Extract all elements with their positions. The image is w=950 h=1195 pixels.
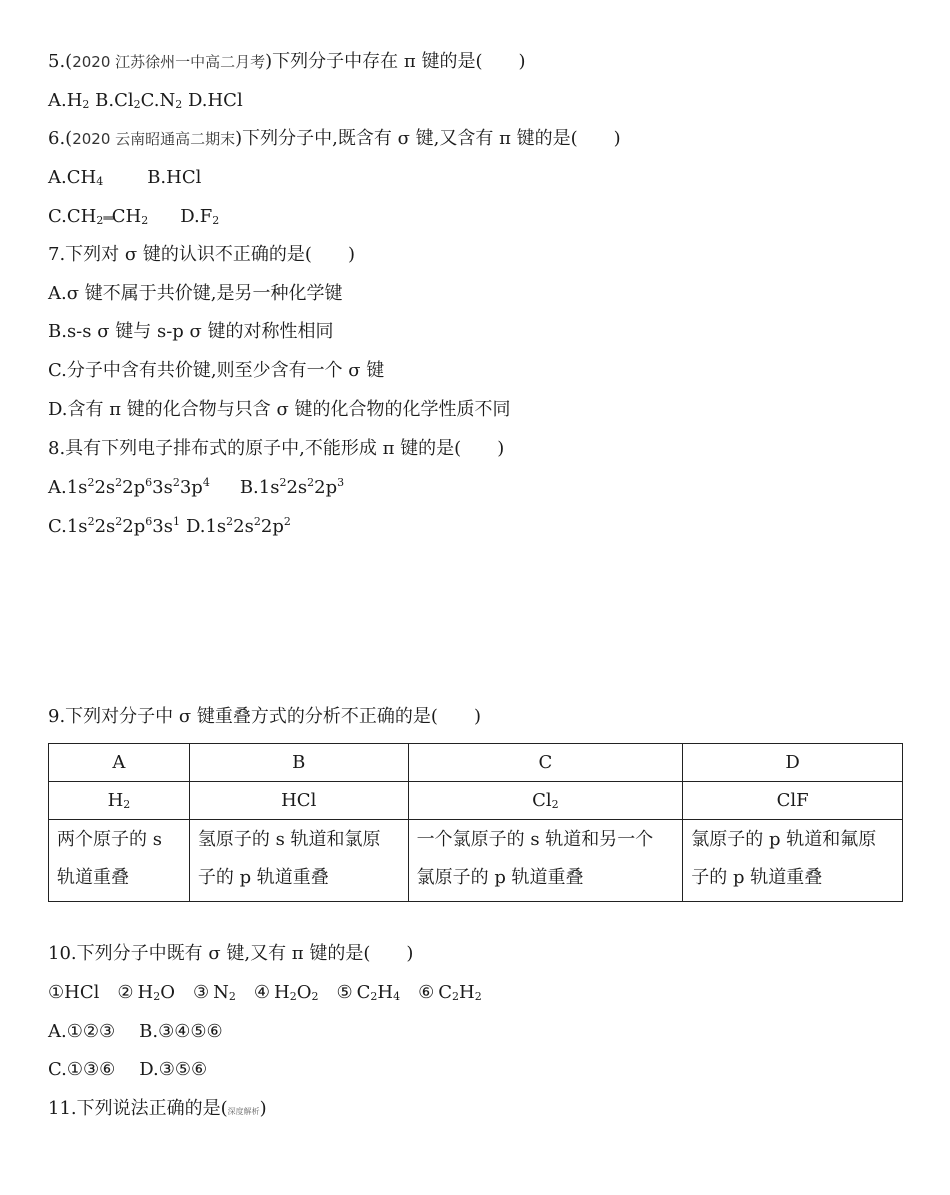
q11-stem: 11.下列说法正确的是(深度解析) xyxy=(48,1098,267,1119)
q6-option-d: $D.F_2$ xyxy=(180,206,220,227)
q11-deep-analysis-tag: 深度解析 xyxy=(227,1107,260,1116)
q5-option-c: $C.N_2$ xyxy=(140,90,183,111)
q8-option-c: $C.1s^22s^22p^63s^1$ xyxy=(48,515,180,537)
double-bond-symbol: ══ xyxy=(103,211,112,225)
q9-header-d: D xyxy=(683,744,903,782)
q7-stem: 7.下列对 σ 键的认识不正确的是( ) xyxy=(48,244,355,265)
q8-option-b: $B.1s^22s^22p^3$ xyxy=(239,476,345,498)
q7-option-b: B.s-s σ 键与 s-p σ 键的对称性相同 xyxy=(48,321,334,342)
q7-option-c: C.分子中含有共价键,则至少含有一个 σ 键 xyxy=(48,360,385,381)
q9-stem: 9.下列对分子中 σ 键重叠方式的分析不正确的是( ) xyxy=(48,706,481,727)
q6-source: 2020 云南昭通高二期末 xyxy=(72,130,236,148)
q5-stem: 5.(2020 江苏徐州一中高二月考)下列分子中存在 π 键的是( ) xyxy=(48,51,526,72)
q9-description-row xyxy=(49,820,903,902)
q9-molecule-c: $Cl_2$ xyxy=(408,782,683,820)
q10-option-a: A.①②③ xyxy=(48,1021,116,1042)
q9-molecule-row xyxy=(49,782,903,820)
q7-option-d: D.含有 π 键的化合物与只含 σ 键的化合物的化学性质不同 xyxy=(48,399,511,420)
q10-item-1: ①HCl xyxy=(48,982,100,1003)
q9-header-row xyxy=(49,744,903,782)
q8-option-a: $A.1s^22s^22p^63s^23p^4$ xyxy=(48,476,210,498)
q10-item-2: ② $H_2O$ xyxy=(117,982,175,1003)
q9-description-c: 一个氯原子的 s 轨道和另一个 氯原子的 p 轨道重叠 xyxy=(408,820,683,902)
q9-table xyxy=(48,743,903,902)
q5-option-d: D.HCl xyxy=(182,90,243,111)
q10-item-5: ⑤ $C_2H_4$ xyxy=(336,982,401,1003)
q10-option-c: C.①③⑥ xyxy=(48,1059,116,1080)
q8-options-row2 xyxy=(48,515,291,539)
q9-molecule-b: HCl xyxy=(189,782,408,820)
q10-item-6: ⑥ $C_2H_2$ xyxy=(418,982,482,1003)
q8-option-d: $D.1s^22s^22p^2$ xyxy=(185,515,291,537)
q8-stem: 8.具有下列电子排布式的原子中,不能形成 π 键的是( ) xyxy=(48,438,505,459)
q10-option-d: D.③⑤⑥ xyxy=(139,1059,208,1080)
q10-items xyxy=(48,981,482,1005)
q5-option-a: $A.H_2$ xyxy=(48,90,90,111)
q10-stem: 10.下列分子中既有 σ 键,又有 π 键的是( ) xyxy=(48,943,414,964)
q9-molecule-d: ClF xyxy=(683,782,903,820)
q5-source: 2020 江苏徐州一中高二月考 xyxy=(72,53,266,71)
q10-options-row2 xyxy=(48,1058,207,1082)
q9-description-b: 氢原子的 s 轨道和氯原 子的 p 轨道重叠 xyxy=(189,820,408,902)
q9-header-a: A xyxy=(49,744,190,782)
q6-stem: 6.(2020 云南昭通高二期末)下列分子中,既含有 σ 键,又含有 π 键的是( ) xyxy=(48,128,621,149)
q5-option-b: $B.Cl_2$ xyxy=(89,90,141,111)
q8-options-row1 xyxy=(48,476,344,500)
q9-header-b: B xyxy=(189,744,408,782)
q6-option-c: $C.CH_2══CH_2$ xyxy=(48,206,149,227)
q9-header-c: C xyxy=(408,744,683,782)
q6-options-row2 xyxy=(48,205,219,230)
q10-item-3: ③ $N_2$ xyxy=(192,982,236,1003)
q6-options-row1 xyxy=(48,166,201,190)
q10-option-b: B.③④⑤⑥ xyxy=(139,1021,223,1042)
q5-options xyxy=(48,89,243,113)
q7-option-a: A.σ 键不属于共价键,是另一种化学键 xyxy=(48,283,343,304)
q10-item-4: ④ $H_2O_2$ xyxy=(253,982,319,1003)
q9-description-d: 氯原子的 p 轨道和氟原 子的 p 轨道重叠 xyxy=(683,820,903,902)
q10-options-row1 xyxy=(48,1020,223,1044)
q9-molecule-a: $H_2$ xyxy=(49,782,190,820)
q6-option-a: $A.CH_4$ xyxy=(48,167,104,188)
q9-description-a: 两个原子的 s 轨道重叠 xyxy=(49,820,190,902)
q6-option-b: B.HCl xyxy=(147,167,202,188)
